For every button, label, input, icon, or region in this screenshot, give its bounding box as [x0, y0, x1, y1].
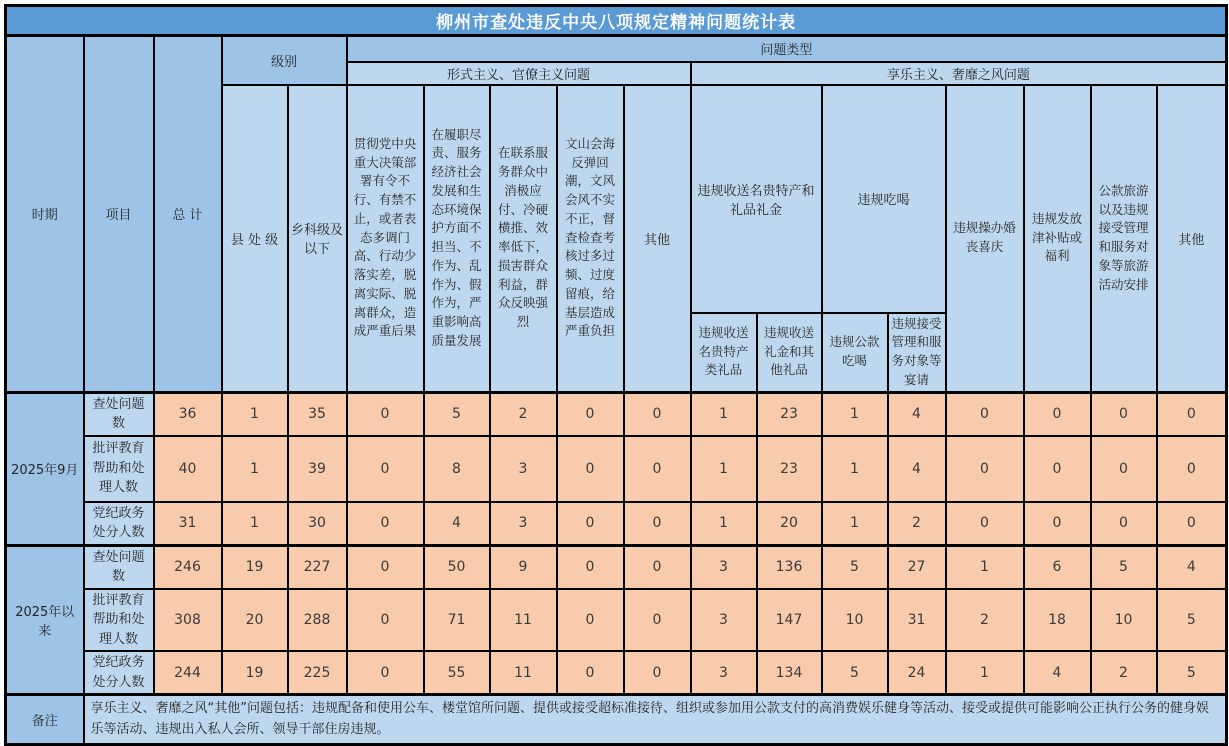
data-cell: 1: [222, 436, 288, 502]
data-cell: 31: [888, 589, 946, 652]
col-header-gift-group: 违规收送名贵特产和礼品礼金: [691, 85, 822, 313]
data-cell: 6: [1024, 545, 1091, 589]
data-cell: 0: [1091, 392, 1157, 436]
data-cell: 134: [757, 651, 822, 695]
col-header-total: 总 计: [154, 36, 222, 393]
data-cell: 0: [557, 589, 624, 652]
data-cell: 4: [888, 392, 946, 436]
col-header-banquet-acceptance: 违规接受管理和服务对象等宴请: [888, 313, 946, 393]
data-cell: 244: [154, 651, 222, 695]
data-cell: 0: [946, 392, 1024, 436]
data-cell: 10: [822, 589, 888, 652]
col-header-allowance: 违规发放津补贴或福利: [1024, 85, 1091, 393]
data-cell: 23: [757, 436, 822, 502]
data-cell: 0: [1091, 502, 1157, 546]
data-cell: 0: [557, 436, 624, 502]
note-label: 备注: [6, 695, 84, 745]
col-header-township-level: 乡科级及以下: [288, 85, 347, 393]
data-cell: 2: [888, 502, 946, 546]
data-cell: 0: [624, 589, 691, 652]
data-cell: 308: [154, 589, 222, 652]
row-label: 批评教育帮助和处理人数: [84, 589, 154, 652]
data-cell: 1: [691, 436, 757, 502]
data-cell: 20: [757, 502, 822, 546]
data-cell: 0: [1024, 392, 1091, 436]
data-cell: 31: [154, 502, 222, 546]
note-row: [6, 695, 1227, 745]
data-cell: 4: [1157, 545, 1227, 589]
data-cell: 0: [624, 392, 691, 436]
col-header-public-funds-dining: 违规公款吃喝: [822, 313, 888, 393]
data-cell: 1: [222, 502, 288, 546]
row-label: 查处问题数: [84, 392, 154, 436]
col-header-problem-type-group: 问题类型: [347, 36, 1227, 62]
data-cell: 39: [288, 436, 347, 502]
data-cell: 0: [347, 651, 424, 695]
data-cell: 1: [822, 436, 888, 502]
data-cell: 19: [222, 545, 288, 589]
data-cell: 0: [624, 651, 691, 695]
data-cell: 0: [347, 502, 424, 546]
data-cell: 147: [757, 589, 822, 652]
data-cell: 5: [1157, 651, 1227, 695]
data-cell: 0: [1091, 436, 1157, 502]
period-cell: 2025年以来: [6, 545, 84, 695]
data-cell: 0: [347, 589, 424, 652]
col-header-public-funded-travel: 公款旅游以及违规接受管理和服务对象等旅游活动安排: [1091, 85, 1157, 393]
title-row: [6, 6, 1227, 36]
data-cell: 5: [1157, 589, 1227, 652]
data-cell: 5: [822, 651, 888, 695]
data-cell: 0: [347, 545, 424, 589]
data-cell: 1: [946, 651, 1024, 695]
data-cell: 11: [490, 589, 557, 652]
data-cell: 5: [822, 545, 888, 589]
table-row: [6, 392, 1227, 436]
data-cell: 0: [946, 502, 1024, 546]
col-header-formalism-group: 形式主义、官僚主义问题: [347, 62, 691, 85]
table-row: [6, 651, 1227, 695]
data-cell: 1: [691, 502, 757, 546]
data-cell: 30: [288, 502, 347, 546]
table-row: [6, 589, 1227, 652]
table-row: [6, 436, 1227, 502]
col-header-formalism-4: 文山会海反弹回潮，文风会风不实不正，督查检查考核过多过频、过度留痕，给基层造成严重负担: [557, 85, 624, 393]
data-cell: 40: [154, 436, 222, 502]
row-label: 党纪政务处分人数: [84, 502, 154, 546]
table-title: 柳州市查处违反中央八项规定精神问题统计表: [6, 6, 1227, 36]
data-cell: 3: [691, 589, 757, 652]
data-cell: 11: [490, 651, 557, 695]
data-cell: 3: [691, 545, 757, 589]
col-header-formalism-3: 在联系服务群众中消极应付、冷硬横推、效率低下，损害群众利益，群众反映强烈: [490, 85, 557, 393]
data-cell: 136: [757, 545, 822, 589]
data-cell: 2: [1091, 651, 1157, 695]
data-cell: 0: [946, 436, 1024, 502]
col-header-dining-group: 违规吃喝: [822, 85, 946, 313]
data-cell: 55: [424, 651, 490, 695]
data-cell: 1: [822, 392, 888, 436]
data-cell: 1: [822, 502, 888, 546]
data-cell: 0: [557, 651, 624, 695]
data-cell: 0: [557, 392, 624, 436]
data-cell: 246: [154, 545, 222, 589]
col-header-gift-specialty: 违规收送名贵特产类礼品: [691, 313, 757, 393]
data-cell: 2: [490, 392, 557, 436]
data-cell: 0: [624, 436, 691, 502]
data-cell: 5: [424, 392, 490, 436]
data-cell: 50: [424, 545, 490, 589]
data-cell: 0: [1024, 502, 1091, 546]
row-label: 批评教育帮助和处理人数: [84, 436, 154, 502]
col-header-county-level: 县 处 级: [222, 85, 288, 393]
row-label: 查处问题数: [84, 545, 154, 589]
col-header-formalism-other: 其他: [624, 85, 691, 393]
data-cell: 23: [757, 392, 822, 436]
col-header-hedonism-group: 享乐主义、奢靡之风问题: [691, 62, 1227, 85]
data-cell: 8: [424, 436, 490, 502]
data-cell: 27: [888, 545, 946, 589]
row-label: 党纪政务处分人数: [84, 651, 154, 695]
data-cell: 35: [288, 392, 347, 436]
col-header-hedonism-other: 其他: [1157, 85, 1227, 393]
period-cell: 2025年9月: [6, 392, 84, 545]
col-header-item: 项目: [84, 36, 154, 393]
data-cell: 0: [557, 502, 624, 546]
data-cell: 3: [490, 502, 557, 546]
data-cell: 20: [222, 589, 288, 652]
data-cell: 5: [1091, 545, 1157, 589]
data-cell: 10: [1091, 589, 1157, 652]
data-cell: 4: [888, 436, 946, 502]
col-header-formalism-1: 贯彻党中央重大决策部署有令不行、有禁不止，或者表态多调门高、行动少落实差，脱离实际、脱离群众，造成严重后果: [347, 85, 424, 393]
data-cell: 9: [490, 545, 557, 589]
data-cell: 3: [691, 651, 757, 695]
data-cell: 0: [1157, 436, 1227, 502]
data-cell: 3: [490, 436, 557, 502]
data-cell: 227: [288, 545, 347, 589]
data-cell: 0: [347, 436, 424, 502]
table-row: [6, 545, 1227, 589]
data-cell: 0: [1157, 502, 1227, 546]
data-cell: 24: [888, 651, 946, 695]
data-cell: 1: [691, 392, 757, 436]
data-cell: 1: [946, 545, 1024, 589]
data-cell: 71: [424, 589, 490, 652]
col-header-wedding-funeral: 违规操办婚丧喜庆: [946, 85, 1024, 393]
header-row-1: [6, 36, 1227, 62]
data-cell: 0: [1157, 392, 1227, 436]
col-header-gift-cash: 违规收送礼金和其他礼品: [757, 313, 822, 393]
data-cell: 0: [557, 545, 624, 589]
col-header-level-group: 级别: [222, 36, 347, 85]
note-text: 享乐主义、奢靡之风“其他”问题包括：违规配备和使用公车、楼堂馆所问题、提供或接受超标准接待、组织或参加用公款支付的高消费娱乐健身等活动、接受或提供可能影响公正执行公务的健身娱乐等活动、违规出入私人会所、领导干部住房违规。: [84, 695, 1227, 745]
data-cell: 4: [1024, 651, 1091, 695]
data-cell: 0: [347, 392, 424, 436]
col-header-formalism-2: 在履职尽责、服务经济社会发展和生态环境保护方面不担当、不作为、乱作为、假作为，严重影响高质量发展: [424, 85, 490, 393]
data-cell: 225: [288, 651, 347, 695]
data-cell: 288: [288, 589, 347, 652]
data-cell: 0: [624, 502, 691, 546]
col-header-period: 时期: [6, 36, 84, 393]
data-cell: 0: [1024, 436, 1091, 502]
data-cell: 36: [154, 392, 222, 436]
data-cell: 18: [1024, 589, 1091, 652]
data-cell: 1: [222, 392, 288, 436]
table-row: [6, 502, 1227, 546]
data-cell: 19: [222, 651, 288, 695]
data-cell: 4: [424, 502, 490, 546]
data-cell: 2: [946, 589, 1024, 652]
statistics-table: [4, 4, 1228, 746]
data-cell: 0: [624, 545, 691, 589]
